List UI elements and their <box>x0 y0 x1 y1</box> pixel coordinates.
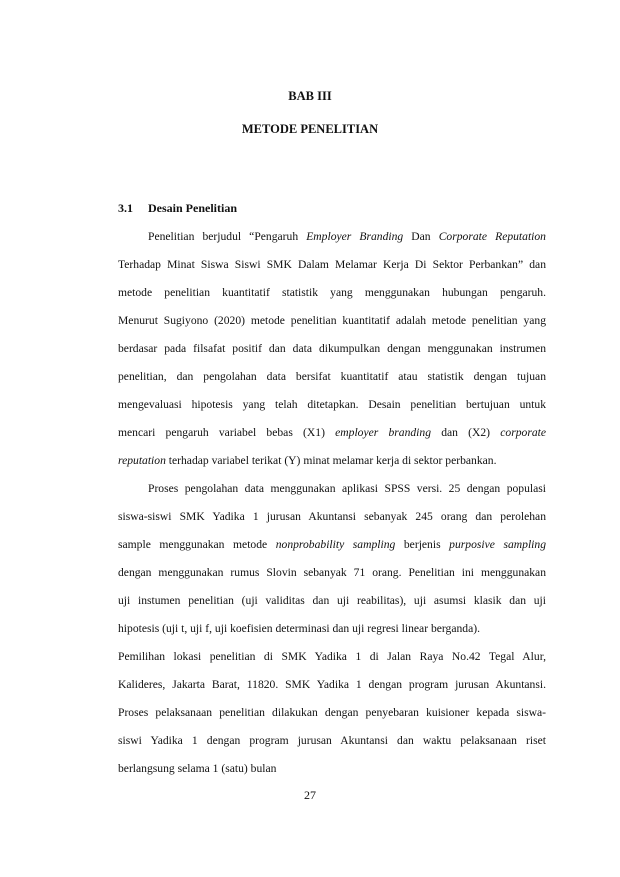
paragraph-line: sample menggunakan metode nonprobability sampling berjenis purposive sampling <box>118 538 546 551</box>
paragraph-line: Proses pengolahan data menggunakan aplikasi SPSS versi. 25 dengan populasi <box>148 482 546 495</box>
italic-term: reputation <box>118 454 166 467</box>
italic-term: Employer Branding <box>306 230 404 243</box>
paragraph-line: mengevaluasi hipotesis yang telah ditetapkan. Desain penelitian bertujuan untuk <box>118 398 546 411</box>
chapter-title: METODE PENELITIAN <box>241 122 379 136</box>
section-heading <box>118 201 237 216</box>
paragraph-line: mencari pengaruh variabel bebas (X1) employer branding dan (X2) corporate <box>118 426 546 439</box>
italic-term: purposive sampling <box>449 538 546 551</box>
paragraph-line: dengan menggunakan rumus Slovin sebanyak 71 orang. Penelitian ini menggunakan <box>118 566 546 579</box>
chapter-label: BAB III <box>288 89 332 103</box>
italic-term: Corporate Reputation <box>438 230 546 243</box>
italic-term: employer branding <box>335 426 431 439</box>
paragraph-line: siswi Yadika 1 dengan program jurusan Akuntansi dan waktu pelaksanaan riset <box>118 734 546 747</box>
paragraph-line: berdasar pada filsafat positif dan data dikumpulkan dengan menggunakan instrumen <box>118 342 546 355</box>
page-number: 27 <box>304 788 316 802</box>
section-title: Desain Penelitian <box>148 201 237 215</box>
paragraph-line: Penelitian berjudul “Pengaruh Employer Branding Dan Corporate Reputation <box>148 230 546 243</box>
paragraph-line: Terhadap Minat Siswa Siswi SMK Dalam Melamar Kerja Di Sektor Perbankan” dan <box>118 258 546 271</box>
paragraph-line: hipotesis (uji t, uji f, uji koefisien determinasi dan uji regresi linear berganda). <box>118 622 480 635</box>
paragraph-line: uji instumen penelitian (uji validitas dan uji reabilitas), uji asumsi klasik dan uji <box>118 594 546 607</box>
paragraph-line: berlangsung selama 1 (satu) bulan <box>118 762 277 775</box>
section-number: 3.1 <box>118 201 133 215</box>
italic-term: nonprobability sampling <box>275 538 396 551</box>
paragraph-line: siswa-siswi SMK Yadika 1 jurusan Akuntansi sebanyak 245 orang dan perolehan <box>118 510 546 523</box>
italic-term: corporate <box>500 426 546 439</box>
paragraph-line: Pemilihan lokasi penelitian di SMK Yadika 1 di Jalan Raya No.42 Tegal Alur, <box>118 650 546 663</box>
paragraph-line: penelitian, dan pengolahan data bersifat kuantitatif atau statistik dengan tujuan <box>118 370 546 383</box>
paragraph-line: reputation terhadap variabel terikat (Y) minat melamar kerja di sektor perbankan. <box>118 454 497 467</box>
paragraph-line: Proses pelaksanaan penelitian dilakukan dengan penyebaran kuisioner kepada siswa- <box>118 706 546 719</box>
paragraph-line: metode penelitian kuantitatif statistik yang menggunakan hubungan pengaruh. <box>118 286 546 299</box>
paragraph-line: Menurut Sugiyono (2020) metode penelitian kuantitatif adalah metode penelitian yang <box>118 314 546 327</box>
paragraph-line: Kalideres, Jakarta Barat, 11820. SMK Yadika 1 dengan program jurusan Akuntansi. <box>118 678 546 691</box>
